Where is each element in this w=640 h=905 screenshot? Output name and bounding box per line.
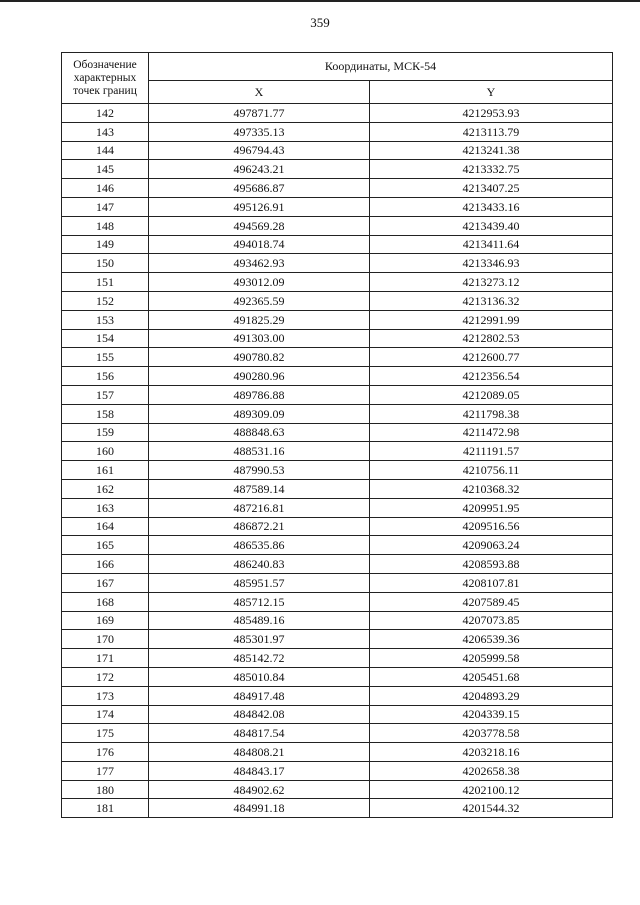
- point-id-cell: 146: [62, 179, 149, 198]
- y-column-header: Y: [370, 81, 613, 104]
- table-row: [62, 329, 613, 348]
- point-id-cell: 174: [62, 705, 149, 724]
- x-coordinate-cell: 488848.63: [149, 423, 370, 442]
- point-id-cell: 152: [62, 291, 149, 310]
- x-coordinate-cell: 488531.16: [149, 442, 370, 461]
- y-coordinate-cell: 4213411.64: [370, 235, 613, 254]
- y-coordinate-cell: 4211472.98: [370, 423, 613, 442]
- point-id-cell: 162: [62, 479, 149, 498]
- table-row: [62, 649, 613, 668]
- point-id-cell: 172: [62, 667, 149, 686]
- y-coordinate-cell: 4202658.38: [370, 761, 613, 780]
- point-id-cell: 173: [62, 686, 149, 705]
- table-row: [62, 761, 613, 780]
- point-id-cell: 168: [62, 592, 149, 611]
- y-coordinate-cell: 4207073.85: [370, 611, 613, 630]
- coordinates-table: [61, 52, 613, 818]
- point-id-cell: 167: [62, 573, 149, 592]
- table-row: [62, 273, 613, 292]
- x-coordinate-cell: 485301.97: [149, 630, 370, 649]
- point-id-cell: 163: [62, 498, 149, 517]
- table-row: [62, 799, 613, 818]
- y-coordinate-cell: 4212991.99: [370, 310, 613, 329]
- x-coordinate-cell: 485010.84: [149, 667, 370, 686]
- point-id-cell: 157: [62, 385, 149, 404]
- point-id-cell: 170: [62, 630, 149, 649]
- table-row: [62, 724, 613, 743]
- x-coordinate-cell: 486240.83: [149, 555, 370, 574]
- y-coordinate-cell: 4203778.58: [370, 724, 613, 743]
- x-coordinate-cell: 486535.86: [149, 536, 370, 555]
- point-id-cell: 153: [62, 310, 149, 329]
- table-row: [62, 216, 613, 235]
- table-row: [62, 555, 613, 574]
- table-row: [62, 592, 613, 611]
- table-row: [62, 367, 613, 386]
- point-id-cell: 177: [62, 761, 149, 780]
- y-coordinate-cell: 4213332.75: [370, 160, 613, 179]
- table-row: [62, 179, 613, 198]
- point-id-cell: 164: [62, 517, 149, 536]
- y-coordinate-cell: 4205999.58: [370, 649, 613, 668]
- point-id-cell: 154: [62, 329, 149, 348]
- y-coordinate-cell: 4211191.57: [370, 442, 613, 461]
- x-coordinate-cell: 485489.16: [149, 611, 370, 630]
- y-coordinate-cell: 4209063.24: [370, 536, 613, 555]
- y-coordinate-cell: 4213113.79: [370, 122, 613, 141]
- x-coordinate-cell: 489786.88: [149, 385, 370, 404]
- x-coordinate-cell: 493462.93: [149, 254, 370, 273]
- x-coordinate-cell: 496243.21: [149, 160, 370, 179]
- y-coordinate-cell: 4203218.16: [370, 743, 613, 762]
- table-row: [62, 404, 613, 423]
- point-id-cell: 176: [62, 743, 149, 762]
- point-id-cell: 156: [62, 367, 149, 386]
- x-coordinate-cell: 490280.96: [149, 367, 370, 386]
- y-coordinate-cell: 4207589.45: [370, 592, 613, 611]
- x-coordinate-cell: 495686.87: [149, 179, 370, 198]
- y-coordinate-cell: 4211798.38: [370, 404, 613, 423]
- point-id-cell: 150: [62, 254, 149, 273]
- y-coordinate-cell: 4212600.77: [370, 348, 613, 367]
- point-id-cell: 158: [62, 404, 149, 423]
- point-id-cell: 175: [62, 724, 149, 743]
- table-row: [62, 385, 613, 404]
- table-row: [62, 197, 613, 216]
- point-column-header: Обозначение характерных точек границ: [62, 53, 149, 104]
- point-id-cell: 169: [62, 611, 149, 630]
- x-coordinate-cell: 486872.21: [149, 517, 370, 536]
- point-id-cell: 142: [62, 104, 149, 123]
- x-coordinate-cell: 493012.09: [149, 273, 370, 292]
- x-coordinate-cell: 494018.74: [149, 235, 370, 254]
- y-coordinate-cell: 4208593.88: [370, 555, 613, 574]
- table-body: [62, 104, 613, 818]
- point-id-cell: 161: [62, 461, 149, 480]
- x-coordinate-cell: 487990.53: [149, 461, 370, 480]
- y-coordinate-cell: 4213241.38: [370, 141, 613, 160]
- table-row: [62, 104, 613, 123]
- table-row: [62, 461, 613, 480]
- x-column-header: X: [149, 81, 370, 104]
- x-coordinate-cell: 484902.62: [149, 780, 370, 799]
- table-header: [62, 53, 613, 104]
- coordinates-group-header: Координаты, МСК-54: [149, 53, 613, 81]
- y-coordinate-cell: 4202100.12: [370, 780, 613, 799]
- x-coordinate-cell: 492365.59: [149, 291, 370, 310]
- x-coordinate-cell: 484917.48: [149, 686, 370, 705]
- x-coordinate-cell: 491825.29: [149, 310, 370, 329]
- y-coordinate-cell: 4208107.81: [370, 573, 613, 592]
- table-row: [62, 780, 613, 799]
- x-coordinate-cell: 485951.57: [149, 573, 370, 592]
- table-row: [62, 310, 613, 329]
- x-coordinate-cell: 484808.21: [149, 743, 370, 762]
- table-row: [62, 160, 613, 179]
- y-coordinate-cell: 4213136.32: [370, 291, 613, 310]
- y-coordinate-cell: 4204893.29: [370, 686, 613, 705]
- x-coordinate-cell: 497335.13: [149, 122, 370, 141]
- y-coordinate-cell: 4213407.25: [370, 179, 613, 198]
- x-coordinate-cell: 487589.14: [149, 479, 370, 498]
- x-coordinate-cell: 490780.82: [149, 348, 370, 367]
- y-coordinate-cell: 4213439.40: [370, 216, 613, 235]
- point-id-cell: 166: [62, 555, 149, 574]
- point-id-cell: 144: [62, 141, 149, 160]
- table-row: [62, 517, 613, 536]
- point-id-cell: 147: [62, 197, 149, 216]
- x-coordinate-cell: 494569.28: [149, 216, 370, 235]
- table-row: [62, 254, 613, 273]
- y-coordinate-cell: 4204339.15: [370, 705, 613, 724]
- table-row: [62, 705, 613, 724]
- page-number: 359: [310, 15, 330, 30]
- x-coordinate-cell: 489309.09: [149, 404, 370, 423]
- table-row: [62, 667, 613, 686]
- point-id-cell: 171: [62, 649, 149, 668]
- table-row: [62, 611, 613, 630]
- table-row: [62, 498, 613, 517]
- y-coordinate-cell: 4206539.36: [370, 630, 613, 649]
- x-coordinate-cell: 484843.17: [149, 761, 370, 780]
- table-row: [62, 235, 613, 254]
- x-coordinate-cell: 484842.08: [149, 705, 370, 724]
- point-id-cell: 143: [62, 122, 149, 141]
- y-coordinate-cell: 4205451.68: [370, 667, 613, 686]
- y-coordinate-cell: 4210756.11: [370, 461, 613, 480]
- table-row: [62, 630, 613, 649]
- x-coordinate-cell: 485142.72: [149, 649, 370, 668]
- point-id-cell: 165: [62, 536, 149, 555]
- table-row: [62, 573, 613, 592]
- y-coordinate-cell: 4213273.12: [370, 273, 613, 292]
- table-row: [62, 423, 613, 442]
- point-id-cell: 151: [62, 273, 149, 292]
- table-row: [62, 442, 613, 461]
- x-coordinate-cell: 485712.15: [149, 592, 370, 611]
- y-coordinate-cell: 4212089.05: [370, 385, 613, 404]
- x-coordinate-cell: 484817.54: [149, 724, 370, 743]
- y-coordinate-cell: 4209516.56: [370, 517, 613, 536]
- table-row: [62, 479, 613, 498]
- x-coordinate-cell: 495126.91: [149, 197, 370, 216]
- top-scan-rule: [0, 0, 640, 2]
- point-id-cell: 181: [62, 799, 149, 818]
- table-row: [62, 743, 613, 762]
- y-coordinate-cell: 4212953.93: [370, 104, 613, 123]
- y-coordinate-cell: 4212356.54: [370, 367, 613, 386]
- y-coordinate-cell: 4201544.32: [370, 799, 613, 818]
- x-coordinate-cell: 491303.00: [149, 329, 370, 348]
- table-row: [62, 291, 613, 310]
- point-id-cell: 145: [62, 160, 149, 179]
- point-id-cell: 149: [62, 235, 149, 254]
- point-id-cell: 155: [62, 348, 149, 367]
- x-coordinate-cell: 496794.43: [149, 141, 370, 160]
- x-coordinate-cell: 487216.81: [149, 498, 370, 517]
- point-id-cell: 180: [62, 780, 149, 799]
- table-row: [62, 536, 613, 555]
- y-coordinate-cell: 4213346.93: [370, 254, 613, 273]
- point-id-cell: 159: [62, 423, 149, 442]
- point-id-cell: 160: [62, 442, 149, 461]
- table-row: [62, 686, 613, 705]
- y-coordinate-cell: 4210368.32: [370, 479, 613, 498]
- table-row: [62, 141, 613, 160]
- x-coordinate-cell: 497871.77: [149, 104, 370, 123]
- y-coordinate-cell: 4212802.53: [370, 329, 613, 348]
- y-coordinate-cell: 4209951.95: [370, 498, 613, 517]
- table-row: [62, 122, 613, 141]
- x-coordinate-cell: 484991.18: [149, 799, 370, 818]
- y-coordinate-cell: 4213433.16: [370, 197, 613, 216]
- point-id-cell: 148: [62, 216, 149, 235]
- table-row: [62, 348, 613, 367]
